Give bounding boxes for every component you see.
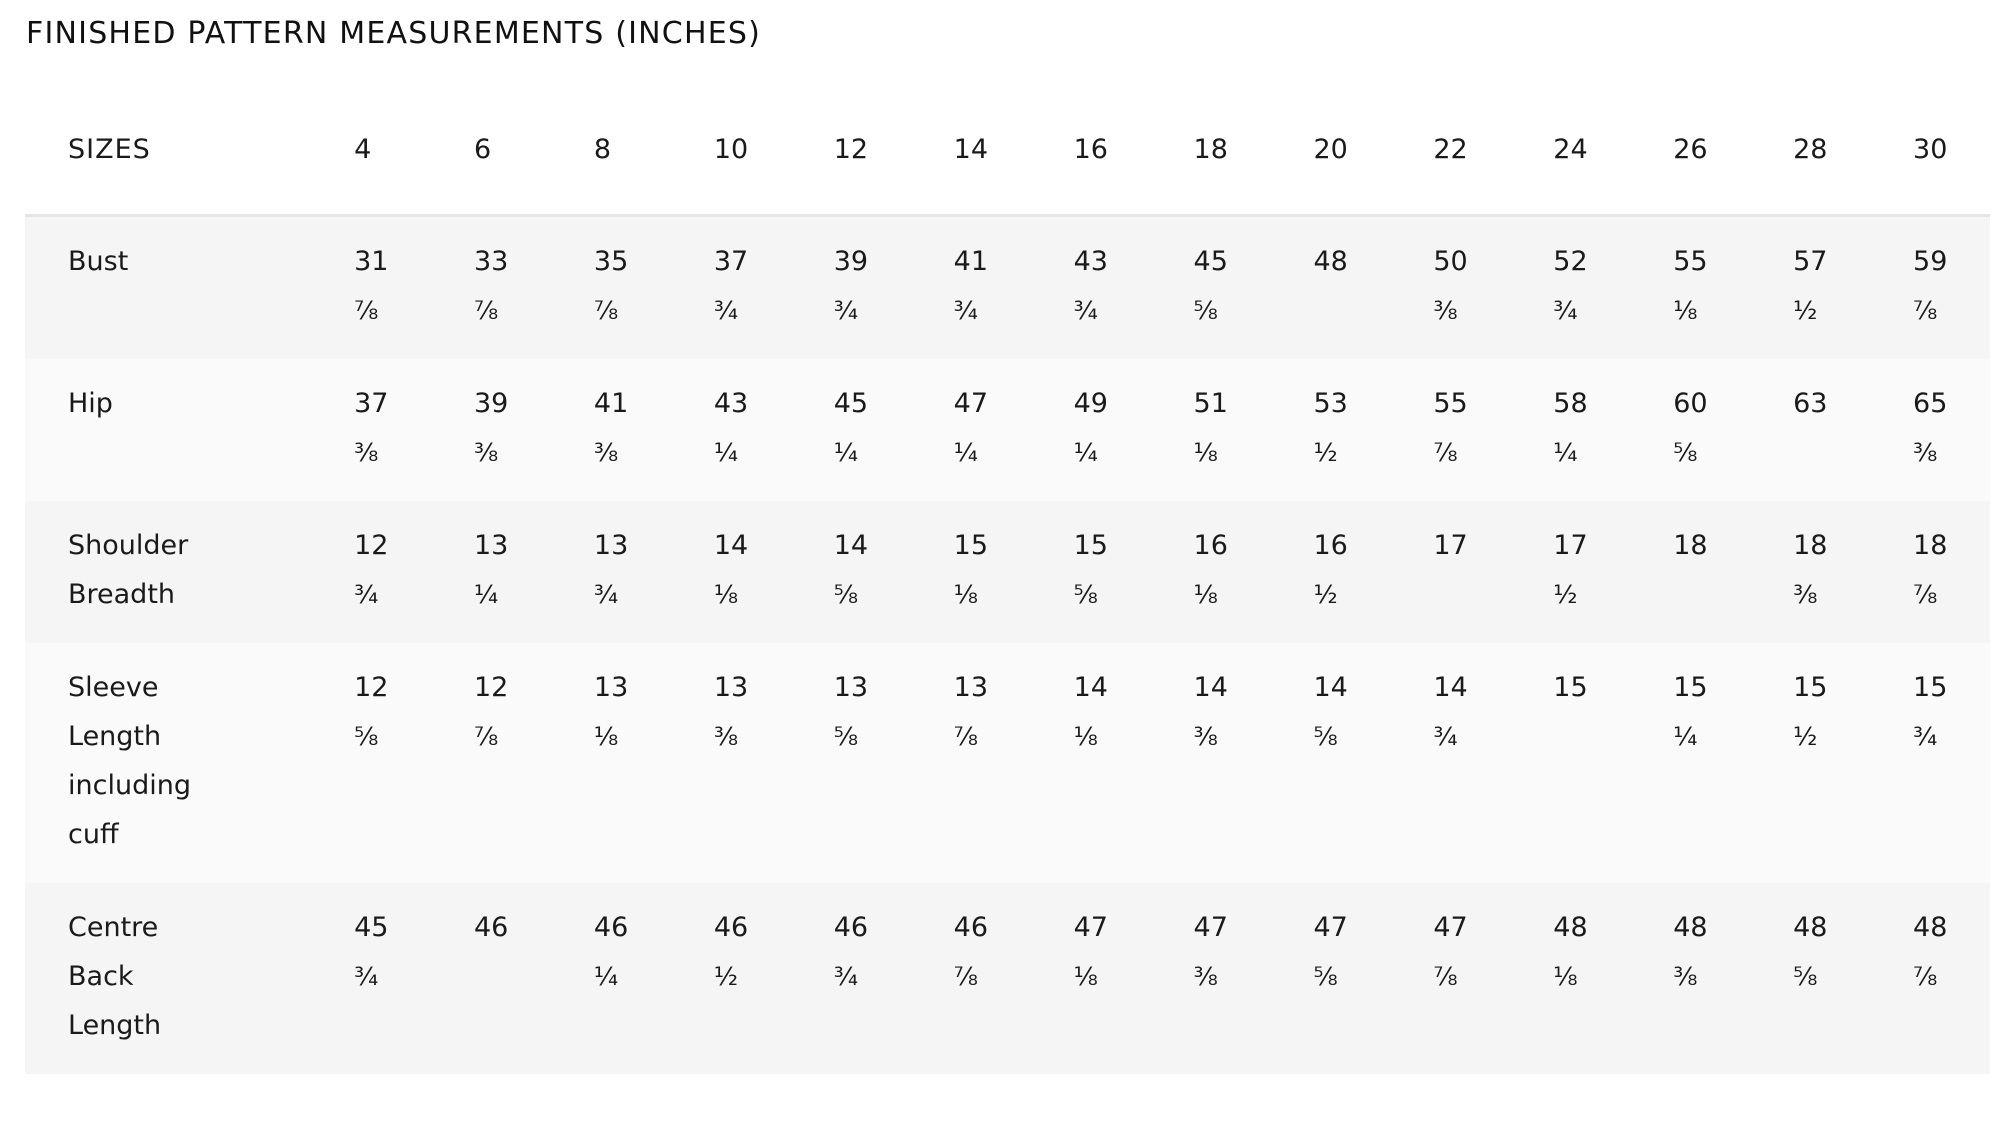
measurement-fraction: ³⁄₄ — [354, 580, 379, 609]
measurement-cell — [1750, 216, 1870, 360]
measurement-whole: 45 — [833, 388, 869, 419]
measurement-cell — [311, 359, 431, 501]
row-label: Centre Back Length — [25, 883, 311, 1074]
measurement-fraction: ³⁄₄ — [953, 296, 978, 325]
measurement-cell — [311, 883, 431, 1074]
measurement-whole: 48 — [1913, 912, 1948, 943]
measurement-fraction: ¹⁄₂ — [1313, 438, 1338, 467]
measurement-cell — [791, 216, 911, 360]
measurement-cell — [671, 216, 791, 360]
measurement-whole: 14 — [1193, 672, 1228, 703]
measurement-whole: 47 — [953, 388, 989, 419]
measurement-fraction: ¹⁄₈ — [1073, 962, 1098, 991]
measurement-fraction: ³⁄₄ — [1913, 722, 1938, 751]
size-header: 8 — [551, 84, 671, 216]
measurement-cell — [551, 883, 671, 1074]
measurement-cell — [911, 883, 1031, 1074]
measurement-whole: 14 — [713, 530, 749, 561]
measurement-cell — [431, 643, 551, 883]
measurement-fraction: ⁷⁄₈ — [1433, 962, 1458, 991]
size-header: 6 — [431, 84, 551, 216]
measurement-whole: 47 — [1073, 912, 1108, 943]
measurement-fraction: ⁷⁄₈ — [1913, 296, 1938, 325]
measurement-cell — [1510, 883, 1630, 1074]
measurement-whole: 57 — [1793, 246, 1828, 277]
measurement-fraction: ³⁄₈ — [473, 438, 499, 467]
measurement-whole: 14 — [833, 530, 869, 561]
measurement-cell — [1630, 359, 1750, 501]
measurement-whole: 15 — [1673, 672, 1708, 703]
measurement-fraction: ³⁄₈ — [1913, 438, 1938, 467]
measurement-whole: 13 — [953, 672, 989, 703]
measurement-whole: 15 — [1553, 672, 1588, 703]
measurement-cell — [1031, 501, 1151, 643]
measurement-whole: 48 — [1793, 912, 1828, 943]
measurement-cell — [431, 216, 551, 360]
measurement-fraction: ¹⁄₄ — [833, 438, 858, 467]
measurement-whole: 15 — [1073, 530, 1108, 561]
table-header-row — [25, 84, 1990, 216]
measurement-fraction: ¹⁄₈ — [593, 722, 619, 751]
size-header: 10 — [671, 84, 791, 216]
measurement-cell — [1510, 216, 1630, 360]
measurement-fraction: ⁷⁄₈ — [953, 722, 978, 751]
measurement-cell — [431, 501, 551, 643]
measurement-fraction: ⁷⁄₈ — [1433, 438, 1458, 467]
measurement-cell — [311, 216, 431, 360]
measurement-whole: 33 — [473, 246, 509, 277]
measurement-fraction: ⁵⁄₈ — [1313, 722, 1338, 751]
table-row — [25, 501, 1990, 643]
measurement-fraction: ¹⁄₈ — [713, 580, 739, 609]
measurement-fraction: ³⁄₈ — [713, 722, 739, 751]
measurement-whole: 16 — [1193, 530, 1228, 561]
measurement-cell — [1510, 643, 1630, 883]
measurement-fraction: ³⁄₄ — [713, 296, 739, 325]
measurement-cell — [1870, 643, 1990, 883]
measurement-cell — [1870, 883, 1990, 1074]
measurement-whole: 14 — [1433, 672, 1468, 703]
measurement-fraction: ⁷⁄₈ — [593, 296, 619, 325]
measurement-fraction: ¹⁄₄ — [473, 580, 499, 609]
size-header: 26 — [1630, 84, 1750, 216]
measurement-cell — [551, 501, 671, 643]
measurement-cell — [1870, 359, 1990, 501]
measurement-fraction: ⁵⁄₈ — [1793, 962, 1818, 991]
measurement-fraction: ¹⁄₂ — [1793, 296, 1818, 325]
size-header: 4 — [311, 84, 431, 216]
measurement-cell — [791, 501, 911, 643]
measurement-fraction: ³⁄₄ — [1553, 296, 1578, 325]
table-row — [25, 359, 1990, 501]
measurement-fraction: ³⁄₈ — [354, 438, 379, 467]
table-row — [25, 216, 1990, 360]
measurement-fraction: ⁷⁄₈ — [953, 962, 978, 991]
measurement-fraction: ⁵⁄₈ — [833, 580, 858, 609]
measurement-fraction: ³⁄₈ — [1193, 962, 1218, 991]
measurement-fraction: ⁵⁄₈ — [1073, 580, 1098, 609]
measurement-cell — [1270, 216, 1390, 360]
measurement-cell — [1390, 643, 1510, 883]
measurement-whole: 14 — [1313, 672, 1348, 703]
measurement-cell — [1750, 643, 1870, 883]
table-row — [25, 643, 1990, 883]
size-header: 14 — [911, 84, 1031, 216]
measurement-cell — [671, 643, 791, 883]
measurement-cell — [1031, 883, 1151, 1074]
measurement-whole: 55 — [1673, 246, 1708, 277]
measurement-cell — [431, 883, 551, 1074]
measurement-cell — [1630, 883, 1750, 1074]
measurement-cell — [551, 359, 671, 501]
size-header: 24 — [1510, 84, 1630, 216]
measurement-whole: 39 — [473, 388, 509, 419]
measurement-cell — [1870, 501, 1990, 643]
measurement-whole: 13 — [593, 530, 629, 561]
measurement-fraction: ⁷⁄₈ — [1913, 962, 1938, 991]
measurement-cell — [311, 501, 431, 643]
row-label: Sleeve Length including cuff — [25, 643, 311, 883]
measurement-fraction: ³⁄₄ — [833, 296, 858, 325]
measurement-whole: 41 — [593, 388, 629, 419]
measurement-whole: 14 — [1073, 672, 1108, 703]
measurement-cell — [1031, 216, 1151, 360]
measurement-fraction: ⁷⁄₈ — [354, 296, 379, 325]
measurement-fraction: ³⁄₈ — [1193, 722, 1218, 751]
measurement-fraction: ³⁄₄ — [833, 962, 858, 991]
measurement-fraction: ³⁄₈ — [1793, 580, 1818, 609]
measurement-fraction: ⁷⁄₈ — [1913, 580, 1938, 609]
measurement-cell — [1390, 883, 1510, 1074]
measurement-whole: 43 — [713, 388, 749, 419]
measurement-cell — [911, 216, 1031, 360]
measurement-cell — [671, 359, 791, 501]
size-header: 18 — [1151, 84, 1271, 216]
measurement-whole: 63 — [1793, 388, 1828, 419]
measurement-whole: 37 — [713, 246, 749, 277]
measurement-cell — [1390, 501, 1510, 643]
row-label: Bust — [25, 216, 311, 360]
measurement-cell — [431, 359, 551, 501]
measurement-whole: 47 — [1433, 912, 1468, 943]
measurement-fraction: ⁵⁄₈ — [833, 722, 858, 751]
measurement-fraction: ¹⁄₈ — [1553, 962, 1578, 991]
measurement-fraction: ⁷⁄₈ — [473, 722, 499, 751]
measurement-cell — [911, 359, 1031, 501]
row-label: Shoulder Breadth — [25, 501, 311, 643]
measurement-whole: 13 — [473, 530, 509, 561]
measurement-cell — [1151, 883, 1271, 1074]
measurement-cell — [1630, 643, 1750, 883]
measurement-cell — [551, 216, 671, 360]
measurement-cell — [1270, 359, 1390, 501]
measurement-whole: 59 — [1913, 246, 1948, 277]
measurement-cell — [1270, 501, 1390, 643]
measurement-whole: 18 — [1673, 530, 1708, 561]
size-header: 16 — [1031, 84, 1151, 216]
measurement-whole: 17 — [1553, 530, 1588, 561]
measurement-fraction: ³⁄₄ — [593, 580, 619, 609]
measurement-whole: 12 — [473, 672, 509, 703]
measurement-whole: 12 — [354, 672, 389, 703]
measurement-fraction: ¹⁄₂ — [1793, 722, 1818, 751]
measurement-whole: 13 — [833, 672, 869, 703]
measurement-whole: 15 — [1913, 672, 1948, 703]
measurement-fraction: ⁵⁄₈ — [1673, 438, 1698, 467]
measurement-fraction: ¹⁄₈ — [1193, 438, 1218, 467]
measurement-whole: 13 — [593, 672, 629, 703]
measurements-table — [25, 84, 1990, 1074]
measurement-cell — [1390, 216, 1510, 360]
measurement-fraction: ¹⁄₂ — [713, 962, 739, 991]
measurement-fraction: ¹⁄₈ — [1073, 722, 1098, 751]
size-header: 20 — [1270, 84, 1390, 216]
measurement-whole: 46 — [953, 912, 989, 943]
measurement-fraction: ¹⁄₂ — [1553, 580, 1578, 609]
measurement-whole: 41 — [953, 246, 989, 277]
measurement-whole: 37 — [354, 388, 389, 419]
measurement-cell — [911, 501, 1031, 643]
measurement-cell — [1750, 501, 1870, 643]
measurement-fraction: ⁵⁄₈ — [1313, 962, 1338, 991]
measurement-cell — [1270, 643, 1390, 883]
row-label: Hip — [25, 359, 311, 501]
measurement-whole: 16 — [1313, 530, 1348, 561]
measurement-cell — [1870, 216, 1990, 360]
measurement-fraction: ¹⁄₄ — [953, 438, 978, 467]
measurement-whole: 46 — [593, 912, 629, 943]
size-header: 22 — [1390, 84, 1510, 216]
measurement-fraction: ¹⁄₈ — [953, 580, 978, 609]
measurement-cell — [1750, 359, 1870, 501]
measurement-fraction: ¹⁄₄ — [1673, 722, 1698, 751]
measurement-whole: 46 — [713, 912, 749, 943]
measurement-whole: 60 — [1673, 388, 1708, 419]
measurement-fraction: ³⁄₄ — [1073, 296, 1098, 325]
measurement-whole: 53 — [1313, 388, 1348, 419]
measurement-cell — [1630, 216, 1750, 360]
measurement-whole: 17 — [1433, 530, 1468, 561]
measurement-cell — [1031, 359, 1151, 501]
measurement-whole: 46 — [833, 912, 869, 943]
measurement-whole: 15 — [953, 530, 989, 561]
measurement-cell — [1031, 643, 1151, 883]
table-body — [25, 216, 1990, 1075]
table-row — [25, 883, 1990, 1074]
measurement-fraction: ¹⁄₂ — [1313, 580, 1338, 609]
measurement-whole: 31 — [354, 246, 389, 277]
size-header: 28 — [1750, 84, 1870, 216]
sizes-header-label: SIZES — [25, 84, 311, 216]
measurement-whole: 58 — [1553, 388, 1588, 419]
measurement-fraction: ¹⁄₄ — [1073, 438, 1098, 467]
measurement-fraction: ³⁄₈ — [593, 438, 619, 467]
measurement-whole: 39 — [833, 246, 869, 277]
measurement-fraction: ³⁄₈ — [1433, 296, 1458, 325]
size-header: 12 — [791, 84, 911, 216]
measurement-cell — [1630, 501, 1750, 643]
measurement-whole: 45 — [354, 912, 389, 943]
measurement-cell — [1510, 359, 1630, 501]
measurement-cell — [1390, 359, 1510, 501]
measurement-cell — [551, 643, 671, 883]
measurement-fraction: ³⁄₄ — [1433, 722, 1458, 751]
measurement-whole: 47 — [1193, 912, 1228, 943]
measurement-cell — [1510, 501, 1630, 643]
measurement-whole: 18 — [1793, 530, 1828, 561]
measurement-whole: 49 — [1073, 388, 1108, 419]
measurement-whole: 13 — [713, 672, 749, 703]
measurement-whole: 48 — [1673, 912, 1708, 943]
measurement-whole: 35 — [593, 246, 629, 277]
measurement-fraction: ⁵⁄₈ — [354, 722, 379, 751]
measurement-fraction: ¹⁄₄ — [713, 438, 739, 467]
measurement-cell — [1151, 216, 1271, 360]
measurement-fraction: ³⁄₈ — [1673, 962, 1698, 991]
measurement-whole: 12 — [354, 530, 389, 561]
measurement-cell — [1151, 643, 1271, 883]
measurement-cell — [671, 883, 791, 1074]
measurement-whole: 47 — [1313, 912, 1348, 943]
measurement-fraction: ¹⁄₄ — [593, 962, 619, 991]
measurement-whole: 46 — [473, 912, 509, 943]
measurement-cell — [1750, 883, 1870, 1074]
measurement-fraction: ⁵⁄₈ — [1193, 296, 1218, 325]
measurement-fraction: ¹⁄₈ — [1673, 296, 1698, 325]
measurement-cell — [791, 883, 911, 1074]
measurement-whole: 45 — [1193, 246, 1228, 277]
measurement-whole: 50 — [1433, 246, 1468, 277]
measurement-whole: 65 — [1913, 388, 1948, 419]
measurement-cell — [671, 501, 791, 643]
measurement-cell — [1270, 883, 1390, 1074]
measurement-fraction: ⁷⁄₈ — [473, 296, 499, 325]
measurement-whole: 48 — [1553, 912, 1588, 943]
measurement-whole: 52 — [1553, 246, 1588, 277]
measurement-cell — [1151, 359, 1271, 501]
measurement-fraction: ³⁄₄ — [354, 962, 379, 991]
measurement-fraction: ¹⁄₄ — [1553, 438, 1578, 467]
measurement-cell — [911, 643, 1031, 883]
measurement-whole: 48 — [1313, 246, 1348, 277]
measurement-cell — [791, 643, 911, 883]
measurement-whole: 55 — [1433, 388, 1468, 419]
measurement-cell — [311, 643, 431, 883]
measurement-cell — [1151, 501, 1271, 643]
measurement-whole: 43 — [1073, 246, 1108, 277]
size-header: 30 — [1870, 84, 1990, 216]
measurement-whole: 51 — [1193, 388, 1228, 419]
measurement-fraction: ¹⁄₈ — [1193, 580, 1218, 609]
measurement-cell — [791, 359, 911, 501]
measurement-whole: 18 — [1913, 530, 1948, 561]
measurement-whole: 15 — [1793, 672, 1828, 703]
page-title: FINISHED PATTERN MEASUREMENTS (INCHES) — [26, 16, 761, 51]
